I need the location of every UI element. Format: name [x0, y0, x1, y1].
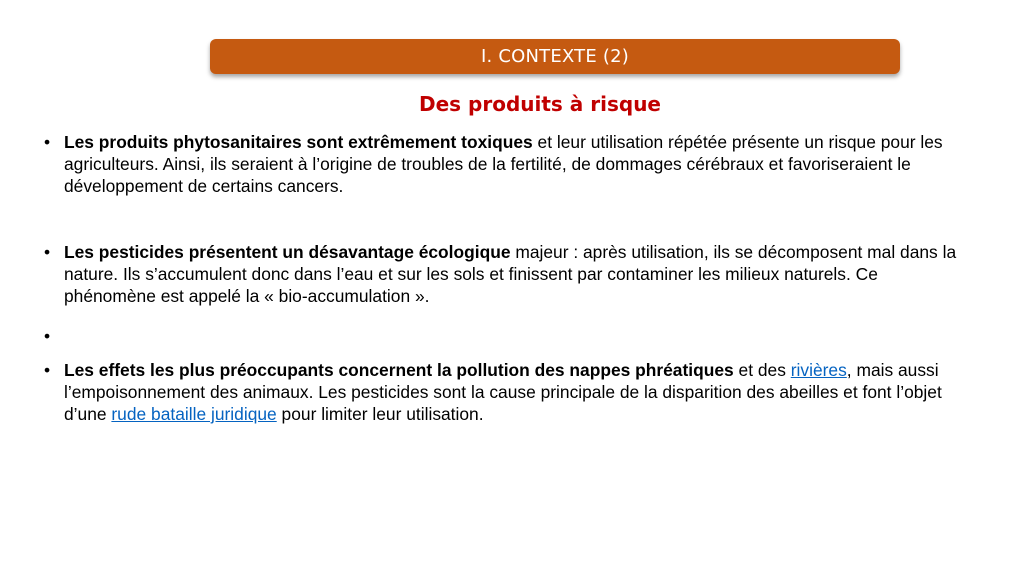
bullet-item-ecology	[44, 241, 964, 307]
bullet-text: pour limiter leur utilisation.	[276, 404, 484, 424]
link-rude-bataille-juridique[interactable]: rude bataille juridique	[111, 404, 277, 424]
link-rivieres[interactable]: rivières	[790, 360, 847, 380]
section-header-bar	[210, 39, 900, 74]
bullet-bold-text: Les produits phytosanitaires sont extrêmement toxiques	[64, 132, 533, 152]
bullet-bold-text: Les pesticides présentent un désavantage écologique	[64, 242, 511, 262]
bullet-item-toxicity	[44, 131, 964, 197]
slide-subtitle: Des produits à risque	[419, 92, 661, 116]
bullet-text: et des	[733, 360, 791, 380]
bullet-item-effects	[44, 359, 964, 425]
bullet-list	[44, 131, 964, 425]
bullet-item-empty	[44, 325, 964, 347]
bullet-text: majeur : après utilisation, ils se décomposent mal dans la nature. Ils s’accumulent donc dans l’eau et sur les sols et finissent par contaminer les milieux naturels. Ce phénomène est appelé la « bio-accumulation ».	[64, 242, 957, 306]
bullet-bold-text: Les effets les plus préoccupants concernent la pollution des nappes phréatiques	[64, 360, 734, 380]
section-title: I. CONTEXTE (2)	[481, 46, 629, 67]
bullet-text: et leur utilisation répétée présente un risque pour les agriculteurs. Ainsi, ils seraient à l’origine de troubles de la fertilité, de dommages cérébraux et favoriseraient le développement de certains cancers.	[64, 132, 943, 196]
bullet-text: , mais aussi l’empoisonnement des animaux. Les pesticides sont la cause principale de la disparition des abeilles et font l’objet d’une	[64, 360, 942, 424]
